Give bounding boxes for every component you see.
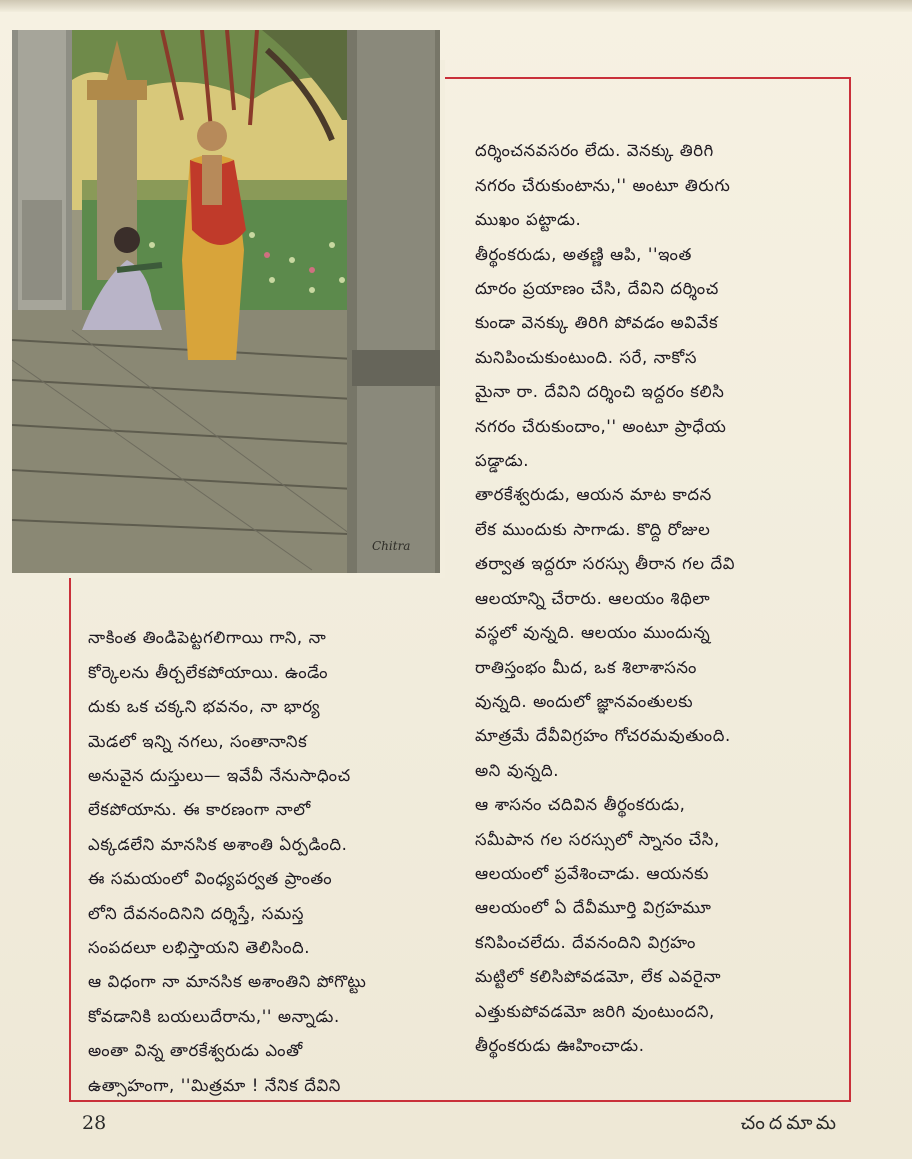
- left-text-column: [88, 587, 444, 1138]
- right-column-text: దర్శించనవసరం లేదు. వెనక్కు తిరిగి నగరం చేరుకుంటాను,'' అంటూ తిరుగు ముఖం పట్టాడు. తీర్థంకరుడు, అతణ్ణి ఆపి, ''ఇంత దూరం ప్రయాణం చేసి, దేవిని దర్శించ కుండా వెనక్కు తిరిగి పోవడం అవివేక మనిపించుకుంటుంది. సరే, నాకోస మైనా రా. దేవిని దర్శించి ఇద్దరం కలిసి నగరం చేరుకుందాం,'' అంటూ ప్రాధేయ పడ్డాడు. తారకేశ్వరుడు, ఆయన మాట కాదన లేక ముందుకు సాగాడు. కొద్ది రోజుల తర్వాత ఇద్దరూ సరస్సు తీరాన గల దేవి ఆలయాన్ని చేరారు. ఆలయం శిథిలా వస్థలో వున్నది. ఆలయం ముందున్న రాతిస్తంభం మీద, ఒక శిలాశాసనం వున్నది. అందులో జ్ఞానవంతులకు మాత్రమే దేవీవిగ్రహం గోచరమవుతుంది. అని వున్నది. ఆ శాసనం చదివిన తీర్థంకరుడు, సమీపాన గల సరస్సులో స్నానం చేసి, ఆలయంలో ప్రవేశించాడు. ఆయనకు ఆలయంలో ఏ దేవీమూర్తి విగ్రహమూ కనిపించలేదు. దేవనందిని విగ్రహం మట్టిలో కలిసిపోవడమో, లేక ఎవరైనా ఎత్తుకుపోవడమో జరిగి వుంటుందని, తీర్థంకరుడు ఊహించాడు.: [475, 141, 736, 1055]
- right-text-column: [475, 100, 837, 1098]
- page-number: 28: [82, 1112, 107, 1134]
- temple-scene-illustration: [12, 30, 440, 573]
- page-top-edge: [0, 0, 912, 12]
- magazine-name: చందమామ: [740, 1112, 840, 1134]
- artist-signature: Chitra: [372, 539, 411, 553]
- left-column-text: నాకింత తిండిపెట్టగలిగాయి గాని, నా కోర్కెలను తీర్చలేకపోయాయి. ఉండేం దుకు ఒక చక్కని భవనం, నా భార్య మెడలో ఇన్ని నగలు, సంతానానిక అనువైన దుస్తులు— ఇవేవీ నేనుసాధించ లేకపోయాను. ఈ కారణంగా నాలో ఎక్కడలేని మానసిక అశాంతి ఏర్పడింది. ఈ సమయంలో వింధ్యపర్వత ప్రాంతం లోని దేవనందినిని దర్శిస్తే, సమస్త సంపదలూ లభిస్తాయని తెలిసింది. ఆ విధంగా నా మానసిక అశాంతిని పోగొట్టు కోవడానికి బయలుదేరాను,'' అన్నాడు. అంతా విన్న తారకేశ్వరుడు ఎంతో ఉత్సాహంగా, ''మిత్రమా ! నేనిక దేవిని: [88, 628, 367, 1095]
